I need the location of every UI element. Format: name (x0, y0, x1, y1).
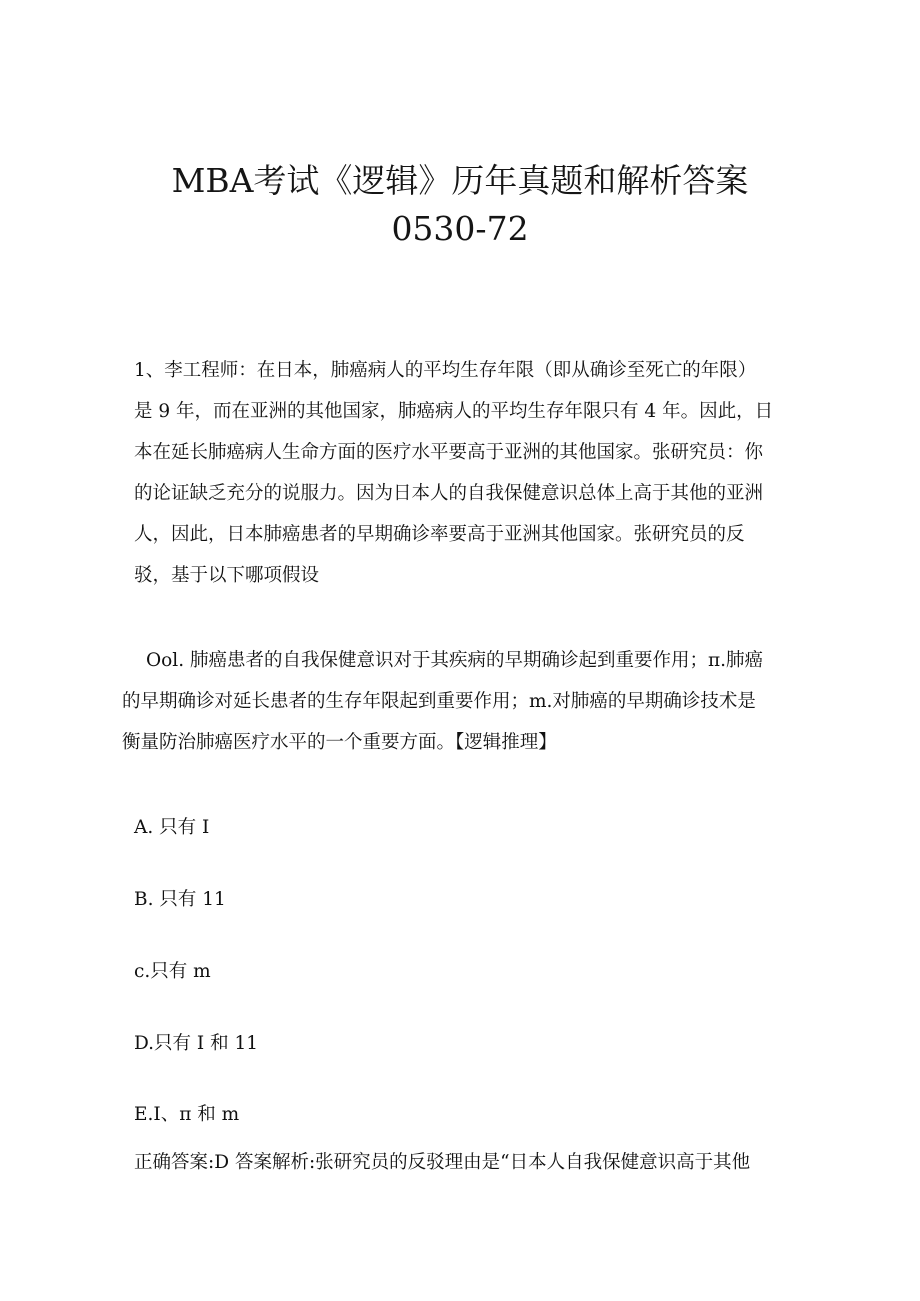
premise-line: Ool. 肺癌患者的自我保健意识对于其疾病的早期确诊起到重要作用；π.肺癌 (146, 650, 764, 671)
question-stem-line: 1、李工程师：在日本，肺癌病人的平均生存年限（即从确诊至死亡的年限） (134, 360, 757, 381)
option-e: E.I、π 和 m (134, 1104, 240, 1125)
premise-line: 的早期确诊对延长患者的生存年限起到重要作用；m.对肺癌的早期确诊技术是 (122, 691, 756, 712)
answer-explanation: 正确答案:D 答案解析:张研究员的反驳理由是“日本人自我保健意识高于其他 (134, 1152, 751, 1173)
document-title: MBA考试《逻辑》历年真题和解析答案 (171, 161, 749, 200)
document-title-code: 0530-72 (391, 209, 529, 248)
option-b: B. 只有 11 (134, 889, 226, 910)
option-c: c.只有 m (134, 961, 211, 982)
question-premises (122, 640, 784, 763)
question-stem-line: 本在延长肺癌病人生命方面的医疗水平要高于亚洲的其他国家。张研究员：你 (134, 442, 764, 463)
option-d: D.只有 I 和 11 (134, 1033, 259, 1054)
question-stem-line: 人，因此，日本肺癌患者的早期确诊率要高于亚洲其他国家。张研究员的反 (134, 524, 745, 545)
question-stem-line: 驳，基于以下哪项假设 (134, 565, 320, 586)
option-a: A. 只有 I (134, 817, 210, 838)
question-stem-line: 的论证缺乏充分的说服力。因为日本人的自我保健意识总体上高于其他的亚洲 (134, 483, 764, 504)
question-stem-line: 是 9 年，而在亚洲的其他国家，肺癌病人的平均生存年限只有 4 年。因此，日 (134, 401, 774, 422)
premise-line: 衡量防治肺癌医疗水平的一个重要方面。【逻辑推理】 (122, 732, 557, 753)
question-stem (134, 350, 784, 596)
